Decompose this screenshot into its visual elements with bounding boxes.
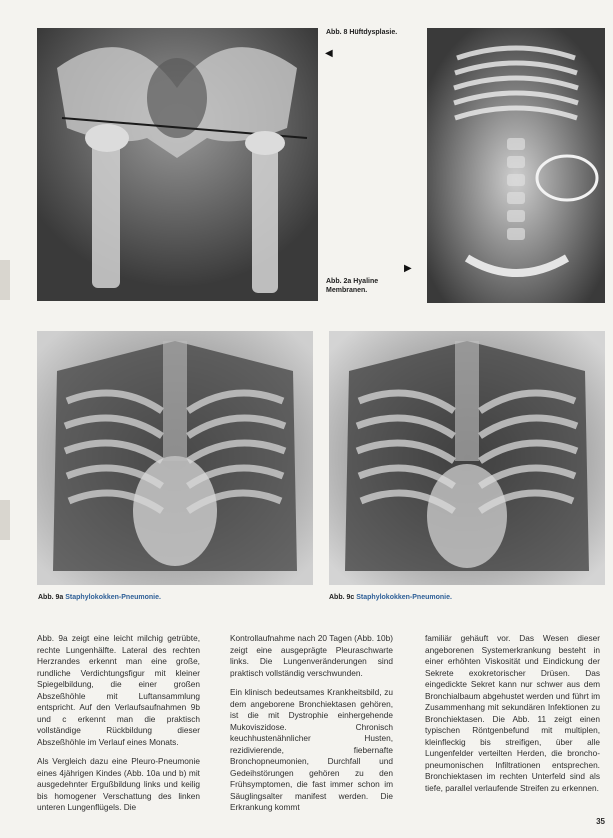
caption-fig9a-number: Abb. 9a — [38, 594, 64, 601]
caption-fig9a — [38, 593, 161, 602]
caption-fig9a-title: Staphylokokken-Pneumonie. — [65, 594, 161, 601]
paragraph: Abb. 9a zeigt eine leicht milchig getrübte, rechte Lungenhälfte. Lateral des rechten Herzrandes erkennt man eine große, rundliche Verdichtungsfigur mit kleiner Spiegelbildung, die einer großen Abszeßhöhle mit Luftansammlung entspricht. Auf den Verlaufsaufnahmen 9b und c erkennt man die praktisch vollständige Rückbildung dieser Abszeßhöhle im Verlauf eines Monats. — [37, 633, 200, 747]
text-column-1 — [37, 633, 200, 822]
caption-fig8: Abb. 8 Hüftdysplasie. — [326, 29, 398, 36]
abdomen-xray-image — [427, 28, 605, 303]
page-number: 35 — [596, 817, 605, 826]
caption-fig2a: Abb. 2a Hyaline Membranen. — [326, 278, 379, 294]
hip-xray-image — [37, 28, 318, 301]
chest-xray-9a-image — [37, 331, 313, 585]
page-edge-shadow — [0, 500, 10, 540]
arrow-right-icon: ▶ — [404, 263, 412, 274]
paragraph: Ein klinisch bedeutsames Krankheitsbild, zu dem angeborene Bronchiektasen gehören, ist die mit Dystrophie einhergehende Mukoviszidose. Chronisch keuchhustenähnlicher Husten, rezidivierende, fiebernafte Bronchopneumonien, Durchfall und Gedeihstörungen gehören zu den Frühsymptomen, die fast immer schon im Säuglingsalter manifest werden. Die Erkrankung kommt — [230, 687, 393, 812]
chest-xray-9c-image — [329, 331, 605, 585]
page-edge-shadow — [0, 260, 10, 300]
arrow-left-icon: ◀ — [325, 48, 333, 59]
paragraph: familiär gehäuft vor. Das Wesen dieser angeborenen Systemerkrankung besteht in einer erhöhten Viskosität und Eindickung der Sekrete exokretorischer Drüsen. Das eingedickte Sekret kann nur schwer aus dem Bronchialbaum abgehustet werden und führt im Zusammenhang mit sekundären Infektionen zu Bronchiektasen. Die Abb. 11 zeigt einen typischen Röntgenbefund mit multiplen, kleinfleckig bis streifigen, über alle Lungenfelder verteilten Herden, die broncho-pneumonischen Infiltrationen entsprechen. Bronchiektasen im rechten Unterfeld sind als tiefe, parallel verlaufende Streifen zu erkennen. — [425, 633, 600, 793]
paragraph: Kontrollaufnahme nach 20 Tagen (Abb. 10b) zeigt eine ausgeprägte Pleuraschwarte links. Die Lungenveränderungen sind praktisch vollständig verschwunden. — [230, 633, 393, 678]
paragraph: Als Vergleich dazu eine Pleuro-Pneumonie eines 4jährigen Kindes (Abb. 10a und b) mit ausgedehnter Ergußbildung links und keilig bis homogener Verschattung des linken unteren Lungenflügels. Die — [37, 756, 200, 812]
caption-fig9c — [329, 593, 452, 602]
text-column-2 — [230, 633, 393, 822]
caption-fig9c-title: Staphylokokken-Pneumonie. — [356, 594, 452, 601]
text-column-3 — [425, 633, 600, 802]
caption-fig9c-number: Abb. 9c — [329, 594, 355, 601]
